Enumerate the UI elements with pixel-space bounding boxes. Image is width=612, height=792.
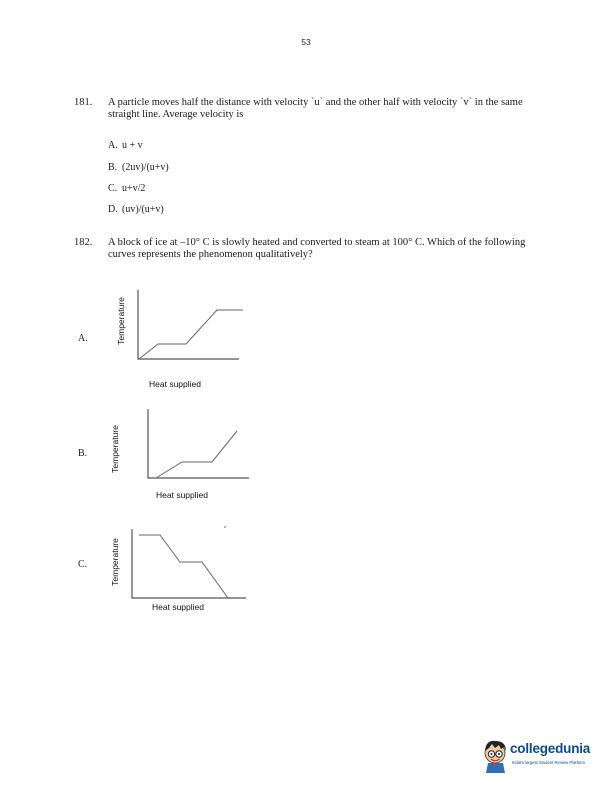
graph-b-axes xyxy=(148,409,249,478)
graph-b-label: B. xyxy=(78,448,88,459)
graph-c-axes xyxy=(132,529,246,598)
graph-c-label: C. xyxy=(78,559,88,570)
graph-b xyxy=(104,405,264,505)
graph-c xyxy=(104,518,264,618)
option-text: (2uv)/(u+v) xyxy=(122,162,169,173)
graph-b-xlabel: Heat supplied xyxy=(156,490,208,500)
logo-title: collegedunia xyxy=(510,741,591,756)
collegedunia-logo xyxy=(482,738,604,774)
option-label: D. xyxy=(108,204,118,215)
mascot-icon xyxy=(482,738,510,774)
graph-c-speck xyxy=(224,526,226,528)
option-text: u + v xyxy=(122,140,143,151)
q181-option-a xyxy=(108,140,143,151)
graph-c-ylabel: Temperature xyxy=(110,538,120,586)
question-181-text: A particle moves half the distance with velocity `u` and the other half with velocity `v` in the same straight line. Average velocity is xyxy=(108,97,523,120)
question-182-text: A block of ice at –10° C is slowly heated and converted to steam at 100° C. Which of the following curves represents the phenomenon qualitatively? xyxy=(108,237,526,260)
graph-b-curve xyxy=(156,431,237,478)
graph-a-ylabel: Temperature xyxy=(116,297,126,345)
logo-tagline: India's largest Student Review Platform xyxy=(512,760,585,765)
graph-a xyxy=(104,282,264,397)
q181-option-c xyxy=(108,183,145,194)
graph-a-curve xyxy=(139,310,243,359)
option-label: C. xyxy=(108,183,118,194)
q181-option-d xyxy=(108,204,164,215)
graph-c-curve xyxy=(139,535,228,598)
graph-a-xlabel: Heat supplied xyxy=(149,379,201,389)
graph-b-ylabel: Temperature xyxy=(110,425,120,473)
graph-a-label: A. xyxy=(78,333,88,344)
page-number: 53 xyxy=(301,37,311,47)
question-181-number: 181. xyxy=(74,97,93,108)
option-label: A. xyxy=(108,140,118,151)
option-label: B. xyxy=(108,162,118,173)
option-text: (uv)/(u+v) xyxy=(122,204,164,215)
option-text: u+v/2 xyxy=(122,183,146,194)
graph-c-xlabel: Heat supplied xyxy=(152,602,204,612)
q181-option-b xyxy=(108,162,169,173)
question-182-number: 182. xyxy=(74,237,93,248)
graph-a-axes xyxy=(138,290,239,359)
